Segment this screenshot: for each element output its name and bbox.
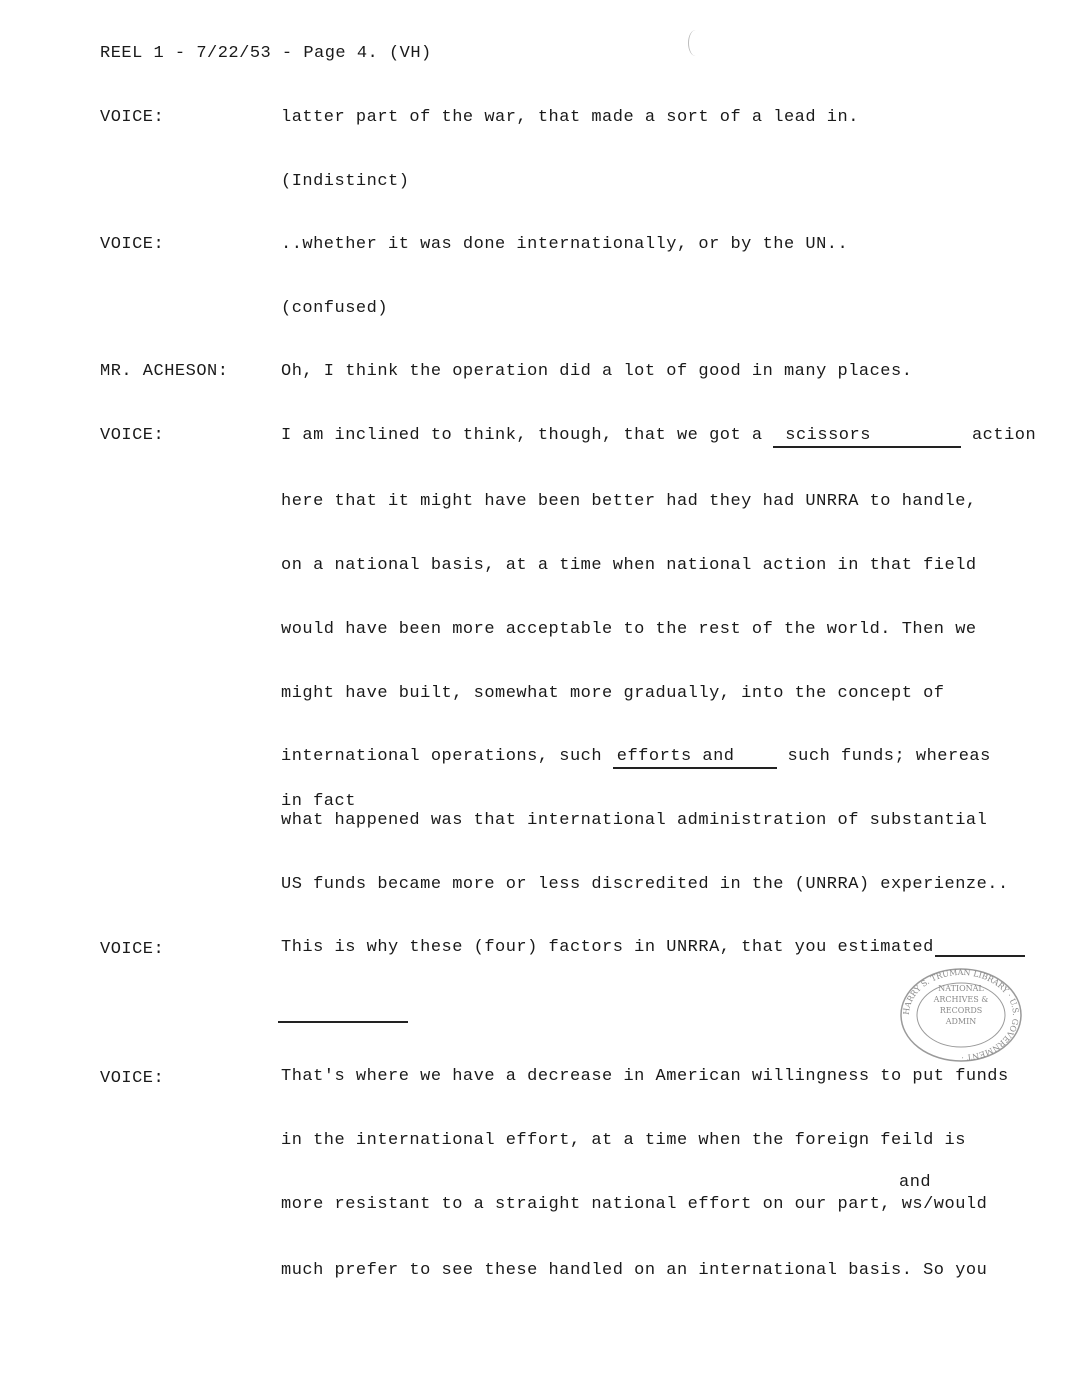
speaker-label: VOICE:	[100, 426, 165, 445]
stamp-ring-text: HARRY S. TRUMAN LIBRARY · U.S. GOVERNMENT ·	[901, 967, 1021, 1063]
transcript-line: This is why these (four) factors in UNRRA, that you estimated	[281, 938, 934, 957]
filled-blank: efforts and	[613, 747, 777, 769]
stamp-text: ADMIN	[945, 1017, 977, 1026]
transcript-line: US funds became more or less discredited in the (UNRRA) experienze..	[281, 875, 1009, 894]
page-header: REEL 1 - 7/22/53 - Page 4. (VH)	[100, 44, 432, 63]
speaker-label: VOICE:	[100, 940, 165, 959]
blank-line	[278, 1021, 408, 1023]
transcript-line: much prefer to see these handled on an international basis. So you	[281, 1261, 988, 1280]
stamp-text: ARCHIVES &	[933, 995, 989, 1004]
speaker-label: VOICE:	[100, 235, 165, 254]
transcript-line: (Indistinct)	[281, 172, 410, 191]
transcript-line: Oh, I think the operation did a lot of good in many places.	[281, 362, 913, 381]
speaker-label: VOICE:	[100, 1069, 165, 1088]
transcript-line: what happened was that international administration of substantial	[281, 811, 988, 830]
margin-mark	[688, 30, 703, 56]
transcript-line	[281, 747, 991, 769]
stamp-text: RECORDS	[939, 1006, 983, 1015]
handwritten-insert: and	[899, 1173, 932, 1192]
transcript-segment: international operations, such	[281, 747, 603, 766]
transcript-line: would have been more acceptable to the rest of the world. Then we	[281, 620, 977, 639]
transcript-segment: action	[971, 426, 1037, 445]
handwritten-insert: in fact	[281, 792, 356, 811]
stamp-text: NATIONAL	[938, 984, 984, 993]
transcript-line: on a national basis, at a time when national action in that field	[281, 556, 977, 575]
transcript-line: more resistant to a straight national effort on our part, ws/would	[281, 1195, 988, 1214]
transcript-line: in the international effort, at a time when the foreign feild is	[281, 1131, 966, 1150]
filled-blank: scissors	[773, 426, 961, 448]
transcript-line	[281, 426, 1036, 448]
transcript-line: here that it might have been better had they had UNRRA to handle,	[281, 492, 977, 511]
speaker-label: MR. ACHESON:	[100, 362, 229, 381]
transcript-line: might have built, somewhat more gradually, into the concept of	[281, 684, 945, 703]
transcript-line: That's where we have a decrease in American willingness to put funds	[281, 1067, 1009, 1086]
archives-stamp	[897, 965, 1025, 1065]
blank-line	[935, 955, 1025, 957]
transcript-segment: such funds; whereas	[787, 747, 991, 766]
transcript-line: (confused)	[281, 299, 389, 318]
speaker-label: VOICE:	[100, 108, 165, 127]
transcript-line: ..whether it was done internationally, or by the UN..	[281, 235, 849, 254]
transcript-segment: I am inclined to think, though, that we got a	[281, 426, 763, 445]
transcript-line: latter part of the war, that made a sort of a lead in.	[281, 108, 859, 127]
